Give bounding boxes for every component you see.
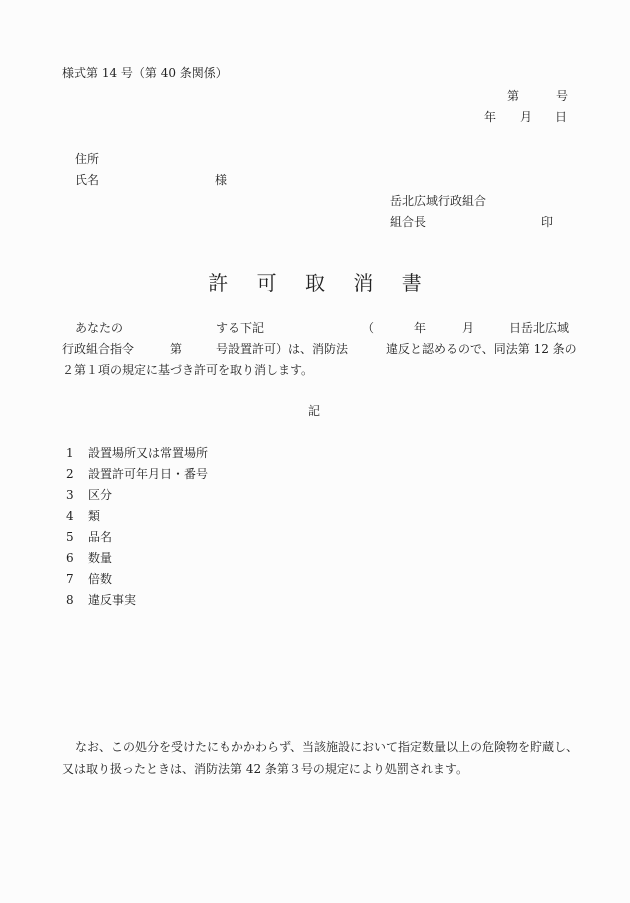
item-number: 1 [66,446,74,460]
body-text: あなたの [75,321,124,335]
title-char: 取 [305,271,325,295]
seal-mark: 印 [541,215,554,229]
item-number: 3 [66,488,74,502]
list-item [66,551,112,565]
list-item [66,467,208,481]
list-item [66,593,136,607]
item-label: 設置許可年月日・番号 [88,467,209,481]
body-text: 行政組合指令 [62,342,135,356]
doc-number-suffix: 号 [556,89,569,103]
body-text: （ [362,321,375,335]
issuer-organization: 岳北広域行政組合 [390,194,487,208]
list-item [66,446,208,460]
body-text: 違反と認めるので、同法第 12 条の [386,342,577,356]
doc-number-prefix: 第 [507,89,520,103]
notice-line-1: なお、この処分を受けたにもかかわらず、当該施設において指定数量以上の危険物を貯蔵し、 [75,740,579,754]
document-title [0,268,630,298]
item-number: 6 [66,551,74,565]
date-year-label: 年 [484,110,497,124]
list-item [66,509,100,523]
body-text: 号設置許可）は、消防法 [216,342,349,356]
body-text: 日岳北広域 [509,321,570,335]
form-number: 様式第 14 号（第 40 条関係） [62,66,228,80]
item-number: 4 [66,509,74,523]
body-text: 月 [462,321,475,335]
item-label: 設置場所又は常置場所 [88,446,209,460]
item-number: 2 [66,467,74,481]
title-char: 書 [401,271,422,295]
list-item [66,488,112,502]
notice-line-2: 又は取り扱ったときは、消防法第 42 条第３号の規定により処罰されます。 [62,762,468,776]
item-label: 品名 [88,530,113,544]
item-label: 数量 [88,551,113,565]
title-char: 消 [353,271,374,295]
body-text: 第 [170,342,183,356]
date-month-label: 月 [520,110,533,124]
honorific: 様 [215,173,228,187]
issuer-title: 組合長 [390,215,427,229]
item-label: 区分 [88,488,113,502]
ki-heading: 記 [308,404,321,418]
item-label: 倍数 [88,572,113,586]
address-label: 住所 [75,152,100,166]
item-label: 違反事実 [88,593,137,607]
body-text: 年 [414,321,427,335]
date-day-label: 日 [555,110,568,124]
item-number: 8 [66,593,74,607]
name-label: 氏名 [75,173,100,187]
item-label: 類 [88,509,101,523]
title-char: 許 [208,271,229,295]
list-item [66,572,112,586]
list-item [66,530,112,544]
body-text: ２第１項の規定に基づき許可を取り消します。 [62,363,314,377]
body-text: する下記 [216,321,265,335]
item-number: 7 [66,572,74,586]
title-char: 可 [256,271,277,295]
item-number: 5 [66,530,74,544]
